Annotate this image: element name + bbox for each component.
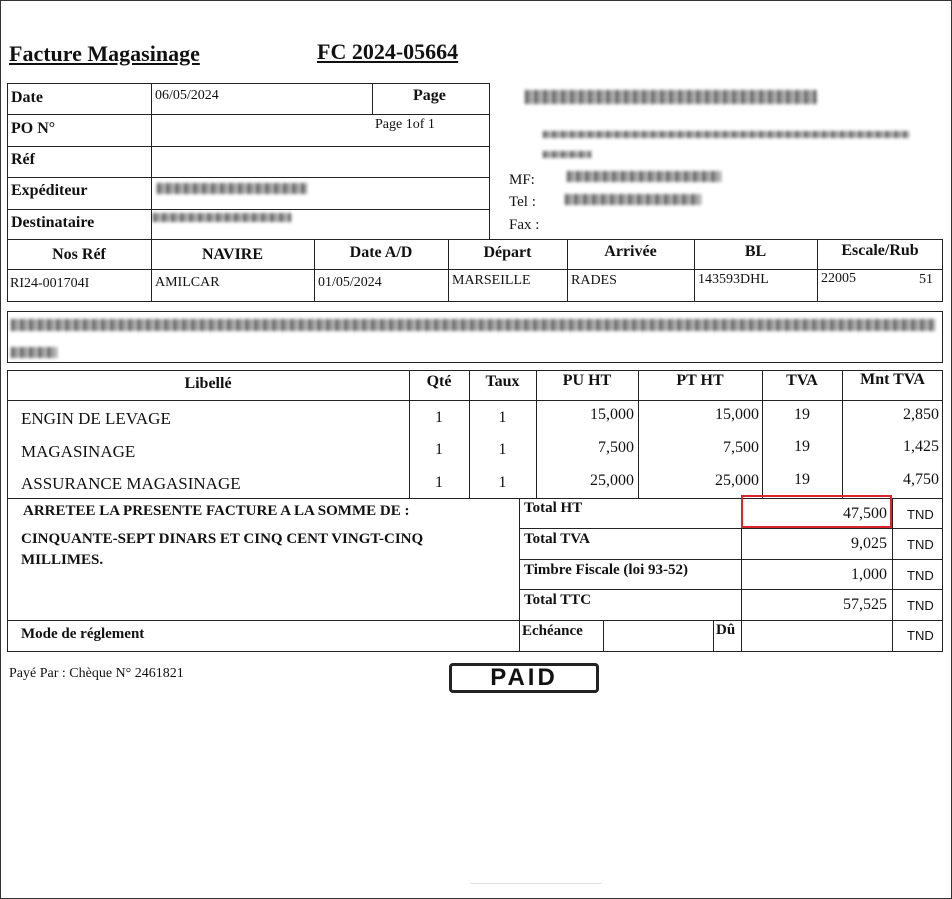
- item-taux: 1: [498, 474, 507, 491]
- redacted-destinataire: [153, 213, 291, 222]
- total-ht-value: 47,500: [843, 505, 887, 522]
- col-arrivee: Arrivée: [604, 243, 657, 260]
- tel-label: Tel :: [509, 194, 536, 210]
- col-nos-ref: Nos Réf: [52, 246, 106, 263]
- col-mnt-tva: Mnt TVA: [860, 371, 925, 388]
- rub-value: 51: [919, 272, 933, 287]
- arrivee-value: RADES: [571, 273, 617, 288]
- ref-label: Réf: [11, 151, 35, 168]
- fax-label: Fax :: [509, 217, 540, 233]
- payment-info: Payé Par : Chèque N° 2461821: [9, 666, 184, 681]
- item-mnt-tva: 2,850: [903, 406, 939, 423]
- total-ht-label: Total HT: [524, 500, 583, 516]
- item-pu-ht: 25,000: [590, 472, 634, 489]
- col-bl: BL: [744, 243, 767, 260]
- redacted-address-1: [543, 131, 909, 138]
- col-taux: Taux: [485, 373, 520, 390]
- item-pt-ht: 15,000: [715, 406, 759, 423]
- currency-label: TND: [907, 507, 934, 522]
- item-qte: 1: [435, 474, 443, 491]
- redacted-tel: [565, 194, 701, 205]
- escale-value: 22005: [821, 271, 856, 286]
- date-value: 06/05/2024: [155, 88, 219, 103]
- nos-ref-value: RI24-001704I: [10, 276, 90, 291]
- item-taux: 1: [498, 409, 507, 426]
- col-date-ad: Date A/D: [349, 244, 413, 261]
- page-label: Page: [413, 87, 446, 104]
- item-tva: 19: [794, 471, 810, 488]
- total-ttc-label: Total TTC: [524, 592, 592, 608]
- item-pu-ht: 7,500: [598, 439, 634, 456]
- total-ttc-value: 57,525: [843, 596, 887, 613]
- echeance-label: Echéance: [522, 623, 583, 639]
- mf-label: MF:: [509, 172, 535, 188]
- depart-value: MARSEILLE: [452, 273, 531, 288]
- redacted-description-1: [11, 319, 935, 331]
- item-mnt-tva: 1,425: [903, 438, 939, 455]
- po-label: PO N°: [11, 120, 56, 137]
- currency-label: TND: [907, 568, 934, 583]
- redacted-expediteur: [157, 183, 307, 194]
- redacted-description-2: [11, 347, 57, 358]
- faint-line: [471, 883, 601, 884]
- timbre-label: Timbre Fiscale (loi 93-52): [524, 562, 689, 578]
- paid-stamp: PAID: [449, 663, 599, 693]
- item-qte: 1: [435, 409, 443, 426]
- col-pt-ht: PT HT: [676, 372, 724, 389]
- document-title: Facture Magasinage: [9, 41, 200, 66]
- col-pu-ht: PU HT: [562, 372, 612, 389]
- item-libelle: ENGIN DE LEVAGE: [21, 409, 171, 428]
- date-label: Date: [11, 89, 43, 106]
- total-tva-label: Total TVA: [524, 531, 591, 547]
- col-libelle: Libellé: [184, 375, 232, 392]
- redacted-address-2: [543, 151, 591, 158]
- page-value: Page 1of 1: [375, 117, 435, 132]
- item-libelle: MAGASINAGE: [21, 442, 136, 461]
- amount-in-words-2: MILLIMES.: [21, 552, 104, 568]
- arrete-label: ARRETEE LA PRESENTE FACTURE A LA SOMME DE :: [23, 503, 410, 519]
- item-pu-ht: 15,000: [590, 406, 634, 423]
- col-qte: Qté: [426, 373, 452, 390]
- item-mnt-tva: 4,750: [903, 471, 939, 488]
- item-tva: 19: [794, 406, 810, 423]
- redacted-company-name: [525, 90, 817, 104]
- col-tva: TVA: [786, 372, 818, 389]
- item-tva: 19: [794, 438, 810, 455]
- navire-value: AMILCAR: [155, 275, 220, 290]
- redacted-mf: [567, 171, 721, 182]
- item-pt-ht: 25,000: [715, 472, 759, 489]
- col-depart: Départ: [483, 244, 532, 261]
- col-navire: NAVIRE: [201, 246, 264, 263]
- du-label: Dû: [716, 622, 736, 638]
- item-taux: 1: [498, 441, 507, 458]
- item-libelle: ASSURANCE MAGASINAGE: [21, 474, 241, 493]
- currency-label: TND: [907, 628, 934, 643]
- total-tva-value: 9,025: [851, 535, 887, 552]
- mode-reglement-label: Mode de réglement: [21, 626, 145, 642]
- currency-label: TND: [907, 598, 934, 613]
- invoice-number: FC 2024-05664: [317, 39, 459, 64]
- item-pt-ht: 7,500: [723, 439, 759, 456]
- timbre-value: 1,000: [851, 566, 887, 583]
- bl-value: 143593DHL: [698, 272, 769, 287]
- amount-in-words-1: CINQUANTE-SEPT DINARS ET CINQ CENT VINGT-CINQ: [21, 531, 424, 547]
- col-escale-rub: Escale/Rub: [841, 242, 919, 259]
- item-qte: 1: [435, 441, 443, 458]
- destinataire-label: Destinataire: [11, 214, 95, 231]
- expediteur-label: Expéditeur: [11, 182, 88, 199]
- date-ad-value: 01/05/2024: [318, 275, 382, 290]
- currency-label: TND: [907, 537, 934, 552]
